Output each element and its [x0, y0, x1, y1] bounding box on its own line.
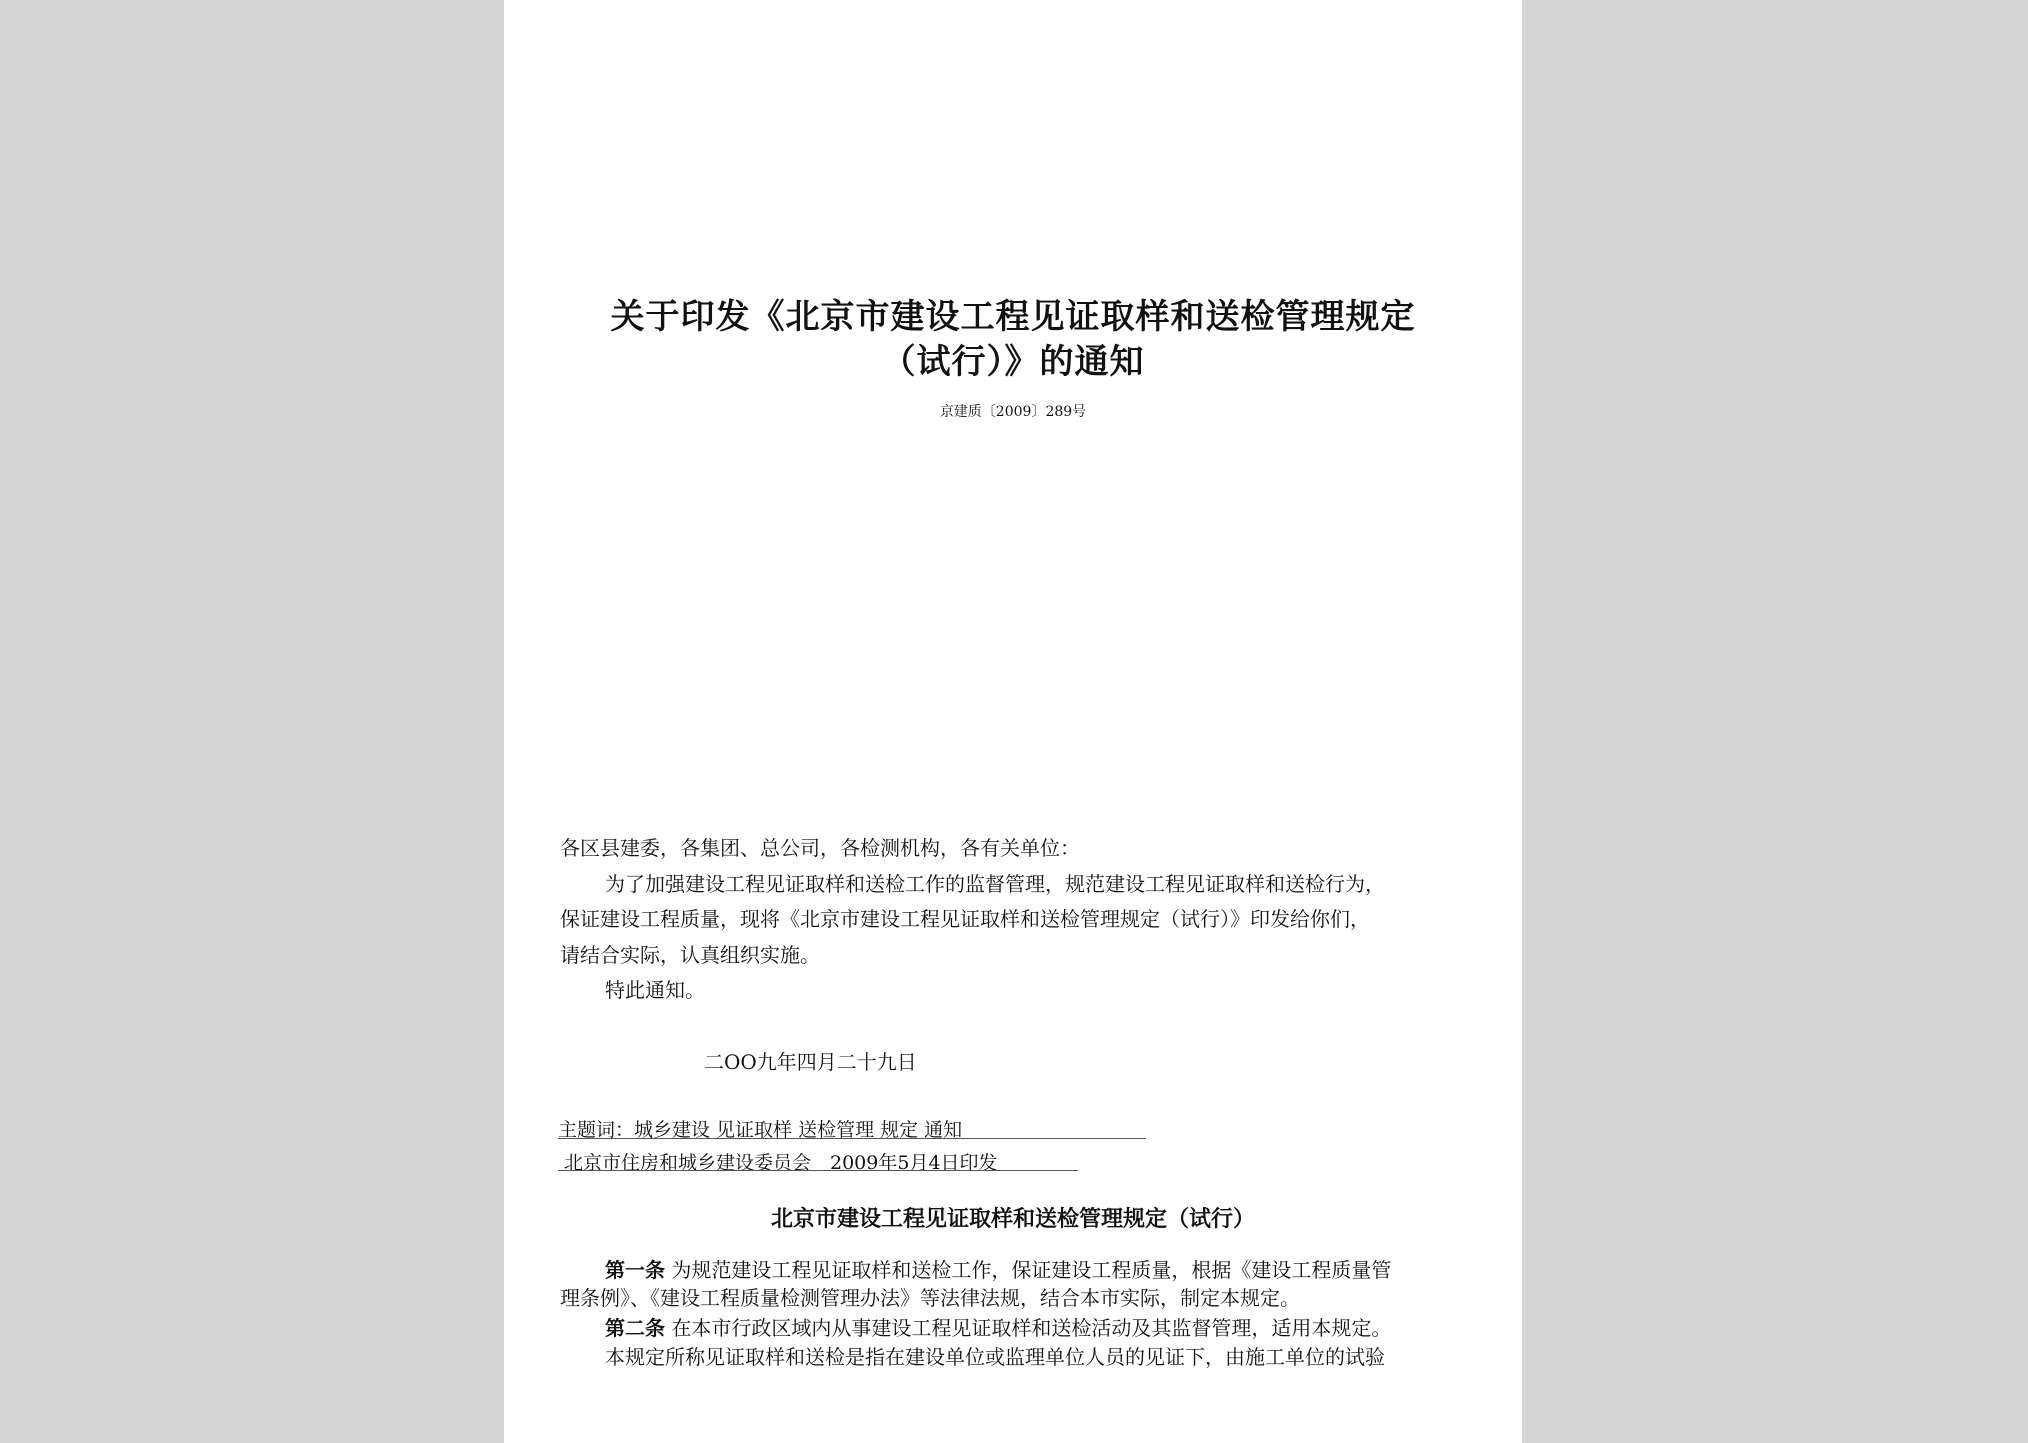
article-2-text: 在本市行政区域内从事建设工程见证取样和送检活动及其监督管理，适用本规定。 [671, 1316, 1392, 1340]
footer-divider [558, 1138, 1146, 1139]
article-1-line1 [605, 1258, 1391, 1282]
notice-title-line1: 关于印发《北京市建设工程见证取样和送检管理规定 [610, 297, 1416, 337]
keywords-line: 主题词：城乡建设 见证取样 送检管理 规定 通知 [558, 1119, 963, 1141]
article-2-label: 第二条 [605, 1316, 665, 1340]
document-page [504, 0, 1522, 1443]
paragraph-line: 为了加强建设工程见证取样和送检工作的监督管理，规范建设工程见证取样和送检行为， [605, 872, 1385, 896]
notice-date: 二OO九年四月二十九日 [704, 1050, 917, 1074]
article-1-line2: 理条例》、《建设工程质量检测管理办法》等法律法规，结合本市实际，制定本规定。 [560, 1286, 1300, 1310]
article-1-label: 第一条 [605, 1258, 665, 1282]
paragraph-line: 请结合实际，认真组织实施。 [560, 943, 820, 967]
rules-title: 北京市建设工程见证取样和送检管理规定（试行） [770, 1206, 1255, 1232]
footer-divider [558, 1170, 1078, 1171]
document-number: 京建质〔2009〕289号 [939, 404, 1087, 420]
paragraph-line: 保证建设工程质量，现将《北京市建设工程见证取样和送检管理规定（试行）》印发给你们， [560, 907, 1370, 931]
article-2-continuation: 本规定所称见证取样和送检是指在建设单位或监理单位人员的见证下，由施工单位的试验 [605, 1345, 1385, 1369]
closing-line: 特此通知。 [605, 978, 705, 1002]
issuer-line: 北京市住房和城乡建设委员会 2009年5月4日印发 [564, 1152, 998, 1174]
salutation: 各区县建委，各集团、总公司，各检测机构，各有关单位： [560, 836, 1080, 860]
article-2-line1 [605, 1316, 1391, 1340]
notice-title-line2: （试行）》的通知 [881, 342, 1145, 382]
article-1-text: 为规范建设工程见证取样和送检工作，保证建设工程质量，根据《建设工程质量管 [671, 1258, 1392, 1282]
